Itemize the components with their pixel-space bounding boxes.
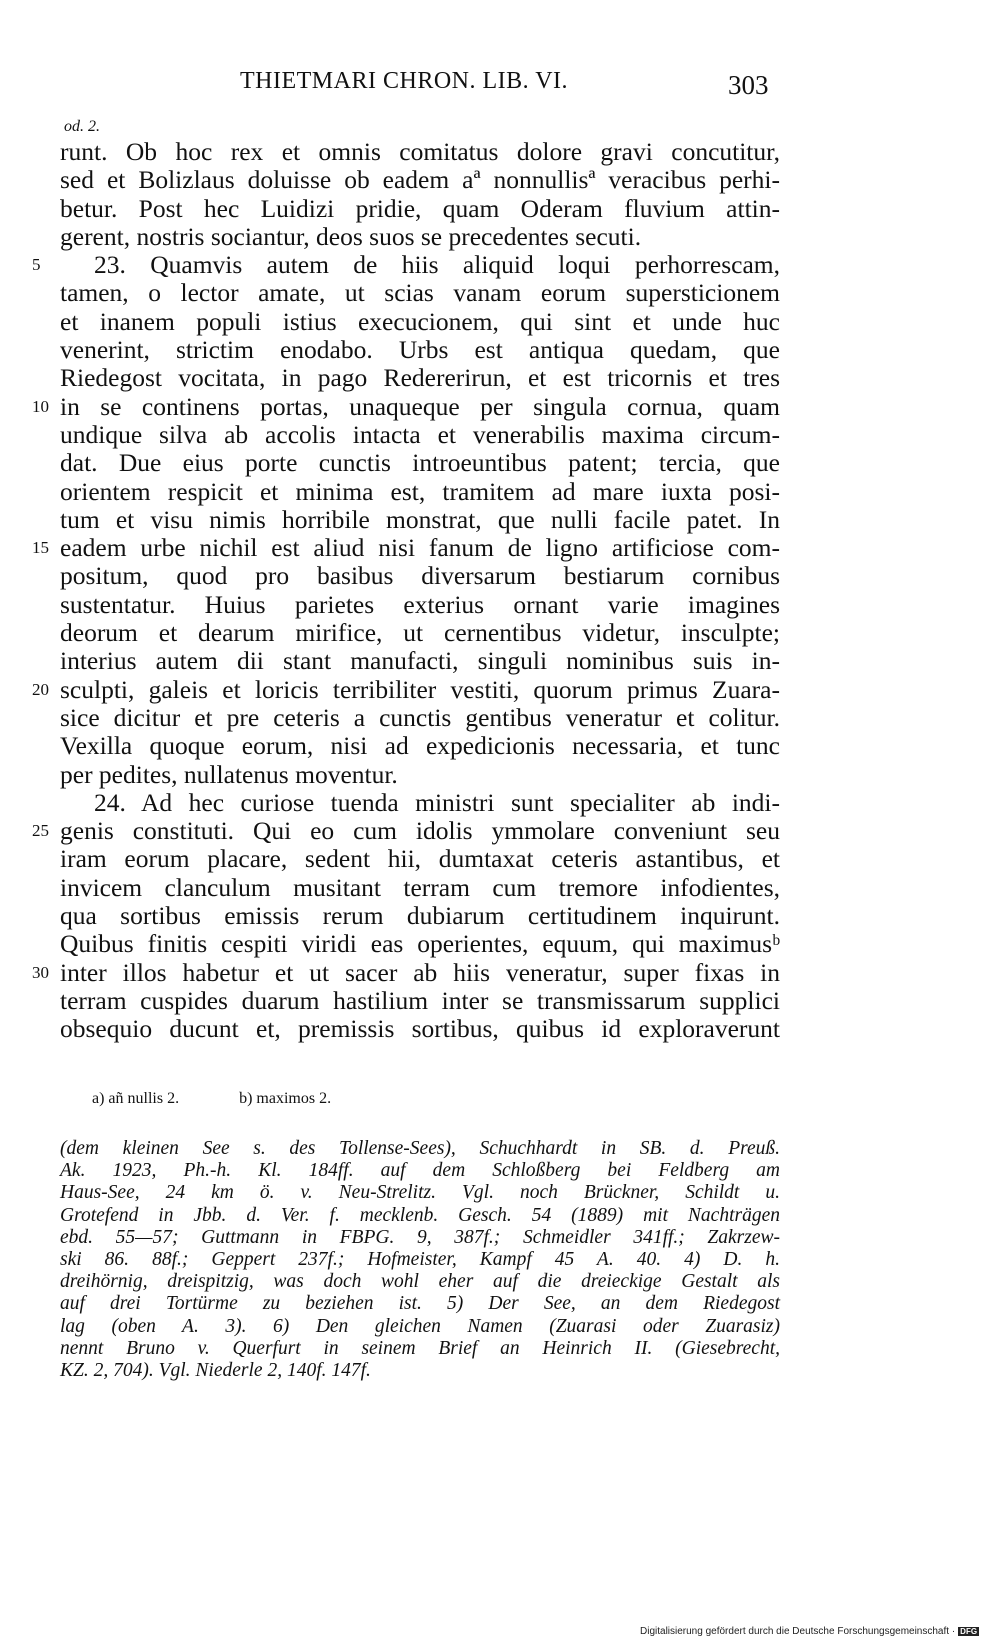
text-line [60, 364, 780, 392]
commentary-line: ebd. 55—57; Guttmann in FBPG. 9, 387f.; Schmeidler 341ff.; Zakrzew- [60, 1226, 780, 1248]
text-line [32, 250, 780, 280]
line-text: 24. Ad hec curiose tuenda ministri sunt specialiter ab indi- [94, 787, 780, 817]
text-line [60, 279, 780, 307]
commentary-line: Haus-See, 24 km ö. v. Neu-Strelitz. Vgl. noch Brückner, Schildt u. [60, 1182, 780, 1204]
line-number: 5 [32, 255, 41, 275]
line-text: et inanem populi istius execucionem, qui sint et unde huc [60, 306, 780, 336]
text-line [60, 930, 780, 958]
line-text: eadem urbe nichil est aliud nisi fanum de ligno artificiose com- [60, 533, 780, 563]
line-text: venerint, strictim enodabo. Urbs est antiqua quedam, que [60, 335, 780, 365]
line-text: Riedegost vocitata, in pago Redererirun, et est tricornis et tres [60, 363, 780, 393]
line-number: 25 [32, 821, 49, 841]
commentary-line: ski 86. 88f.; Geppert 237f.; Hofmeister, Kampf 45 A. 40. 4) D. h. [60, 1248, 780, 1270]
line-text: Quibus finitis cespiti viridi eas operientes, equum, qui maximusᵇ [60, 929, 780, 959]
text-line [60, 421, 780, 449]
digitization-footer [640, 1626, 979, 1637]
text-line [60, 732, 780, 760]
commentary-line: auf drei Tortürme zu beziehen ist. 5) Der See, an dem Riedegost [60, 1293, 780, 1315]
commentary-line: Ak. 1923, Ph.-h. Kl. 184ff. auf dem Schloßberg bei Feldberg am [60, 1160, 780, 1182]
running-header-title: THIETMARI CHRON. LIB. VI. [240, 68, 569, 94]
page-number: 303 [728, 70, 769, 100]
line-text: 23. Quamvis autem de hiis aliquid loqui perhorrescam, [94, 250, 780, 280]
manuscript-variant-mark: od. 2. [64, 118, 100, 135]
text-line [32, 674, 780, 704]
commentary-notes [60, 1138, 780, 1382]
line-number: 20 [32, 679, 49, 699]
text-line [60, 562, 780, 590]
line-text: gerent, nostris sociantur, deos suos se precedentes secuti. [60, 221, 642, 251]
line-text: positum, quod pro basibus diversarum bestiarum cornibus [60, 561, 780, 591]
commentary-line: Grotefend in Jbb. d. Ver. f. mecklenb. Gesch. 54 (1889) mit Nachträgen [60, 1204, 780, 1226]
text-line [60, 704, 780, 732]
text-line [60, 223, 780, 251]
dfg-logo: DFG [960, 1627, 978, 1636]
line-text: terram cuspides duarum hastilium inter se transmissarum supplici [60, 985, 780, 1015]
line-text: sice dicitur et pre ceteris a cunctis gentibus veneratur et colitur. [60, 702, 780, 732]
line-number: 10 [32, 396, 49, 416]
critical-apparatus [92, 1090, 387, 1108]
text-line [32, 533, 780, 563]
line-text: in se continens portas, unaqueque per singula cornua, quam [60, 391, 780, 421]
text-line [60, 478, 780, 506]
line-text: obsequio ducunt et, premissis sortibus, quibus id exploraverunt [60, 1014, 780, 1044]
text-line [60, 195, 780, 223]
text-line [60, 874, 780, 902]
line-text: dat. Due eius porte cunctis introeuntibus patent; tercia, que [60, 448, 780, 478]
line-text: per pedites, nullatenus moventur. [60, 759, 398, 789]
text-line [60, 336, 780, 364]
line-text: Vexilla quoque eorum, nisi ad expedicionis necessaria, et tunc [60, 731, 780, 761]
line-text: inter illos habetur et ut sacer ab hiis veneratur, super fixas in [60, 957, 780, 987]
commentary-line: KZ. 2, 704). Vgl. Niederle 2, 140f. 147f. [60, 1359, 371, 1381]
text-line [60, 506, 780, 534]
text-line [32, 391, 780, 421]
line-text: tum et visu nimis horribile monstrat, que nulli facile patet. In [60, 504, 780, 534]
text-line [60, 308, 780, 336]
text-line [60, 845, 780, 873]
line-text: undique silva ab accolis intacta et venerabilis maxima circum- [60, 419, 780, 449]
line-text: deorum et dearum mirifice, ut cernentibus videtur, insculpte; [60, 618, 780, 648]
text-line [60, 761, 780, 789]
commentary-line: dreihörnig, dreispitzig, was doch wohl eher auf die dreieckige Gestalt als [60, 1271, 780, 1293]
text-line [32, 816, 780, 846]
text-line [60, 449, 780, 477]
line-number: 30 [32, 962, 49, 982]
text-line [60, 789, 780, 817]
line-text: invicem clanculum musitant terram cum tremore infodientes, [60, 872, 780, 902]
line-text: betur. Post hec Luidizi pridie, quam Oderam fluvium attin- [60, 193, 780, 223]
text-line [60, 987, 780, 1015]
line-text: sed et Bolizlaus doluisse ob eadem aª nonnullisª veracibus perhi- [60, 165, 780, 195]
text-line [60, 902, 780, 930]
text-line [60, 591, 780, 619]
line-text: interius autem dii stant manufacti, singuli nominibus suis in- [60, 646, 780, 676]
text-line [60, 1015, 780, 1043]
line-text: genis constituti. Qui eo cum idolis ymmolare conveniunt seu [60, 816, 780, 846]
line-text: iram eorum placare, sedent hii, dumtaxat ceteris astantibus, et [60, 844, 780, 874]
digitization-note: Digitalisierung gefördert durch die Deutsche Forschungsgemeinschaft · [640, 1626, 956, 1637]
text-line [32, 957, 780, 987]
line-text: sculpti, galeis et loricis terribiliter vestiti, quorum primus Zuara- [60, 674, 780, 704]
text-line [60, 619, 780, 647]
commentary-line: nennt Bruno v. Querfurt in seinem Brief an Heinrich II. (Giesebrecht, [60, 1337, 780, 1359]
apparatus-note-a: a) añ nullis 2. [92, 1090, 180, 1107]
commentary-line: lag (oben A. 3). 6) Den gleichen Namen (Zuarasi oder Zuarasiz) [60, 1315, 780, 1337]
line-text: tamen, o lector amate, ut scias vanam eorum supersticionem [60, 278, 780, 308]
line-text: qua sortibus emissis rerum dubiarum certitudinem inquirunt. [60, 901, 780, 931]
text-line [60, 647, 780, 675]
text-line [60, 166, 780, 194]
line-text: orientem respicit et minima est, tramitem ad mare iuxta posi- [60, 476, 780, 506]
apparatus-note-b: b) maximos 2. [239, 1090, 332, 1107]
text-line [60, 138, 780, 166]
line-number: 15 [32, 538, 49, 558]
main-latin-text [32, 137, 780, 1044]
line-text: runt. Ob hoc rex et omnis comitatus dolore gravi concutitur, [60, 137, 780, 166]
line-text: sustentatur. Huius parietes exterius ornant varie imagines [60, 589, 780, 619]
commentary-line: (dem kleinen See s. des Tollense-Sees), Schuchhardt in SB. d. Preuß. [60, 1138, 780, 1159]
